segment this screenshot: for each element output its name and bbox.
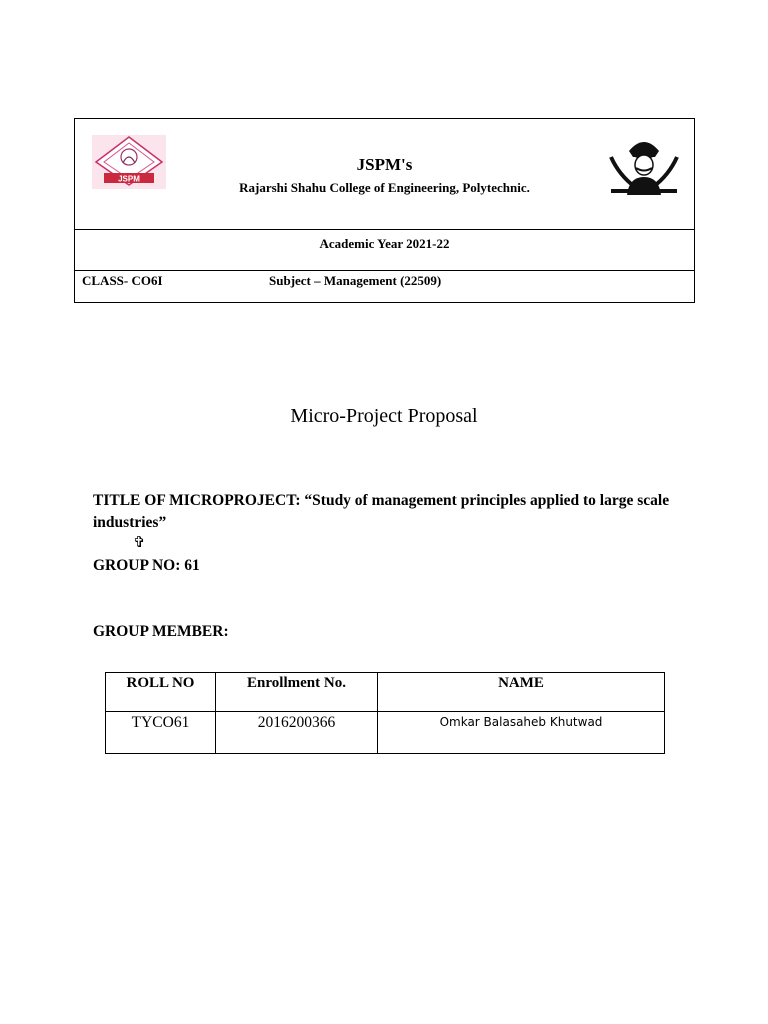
- college-name: Rajarshi Shahu College of Engineering, Polytechnic.: [239, 180, 530, 195]
- name-cell: Omkar Balasaheb Khutwad: [378, 712, 665, 754]
- group-number: GROUP NO: 61: [93, 557, 200, 574]
- academic-year-row: [75, 230, 694, 271]
- class-label: CLASS- CO6I: [82, 273, 163, 288]
- document-title: Micro-Project Proposal: [290, 405, 478, 427]
- enrollment-no-cell: 2016200366: [216, 712, 378, 754]
- column-header-name: NAME: [378, 673, 665, 712]
- founder-portrait-icon: [605, 131, 683, 199]
- members-table: [105, 672, 665, 754]
- table-header-row: [106, 673, 665, 712]
- academic-year: Academic Year 2021-22: [319, 236, 450, 251]
- subject-label: Subject – Management (22509): [269, 273, 442, 288]
- column-header-roll-no: ROLL NO: [106, 673, 216, 712]
- svg-text:JSPM: JSPM: [118, 174, 140, 184]
- cross-icon: ✞: [133, 533, 146, 551]
- microproject-title: TITLE OF MICROPROJECT: “Study of management principles applied to large scale industries”: [93, 492, 670, 531]
- table-row: [106, 712, 665, 754]
- column-header-enrollment-no: Enrollment No.: [216, 673, 378, 712]
- group-member-label: GROUP MEMBER:: [93, 623, 229, 640]
- header-box: [74, 118, 695, 303]
- roll-no-cell: TYCO61: [106, 712, 216, 754]
- org-name: JSPM's: [356, 155, 413, 174]
- header-top-section: [75, 119, 694, 230]
